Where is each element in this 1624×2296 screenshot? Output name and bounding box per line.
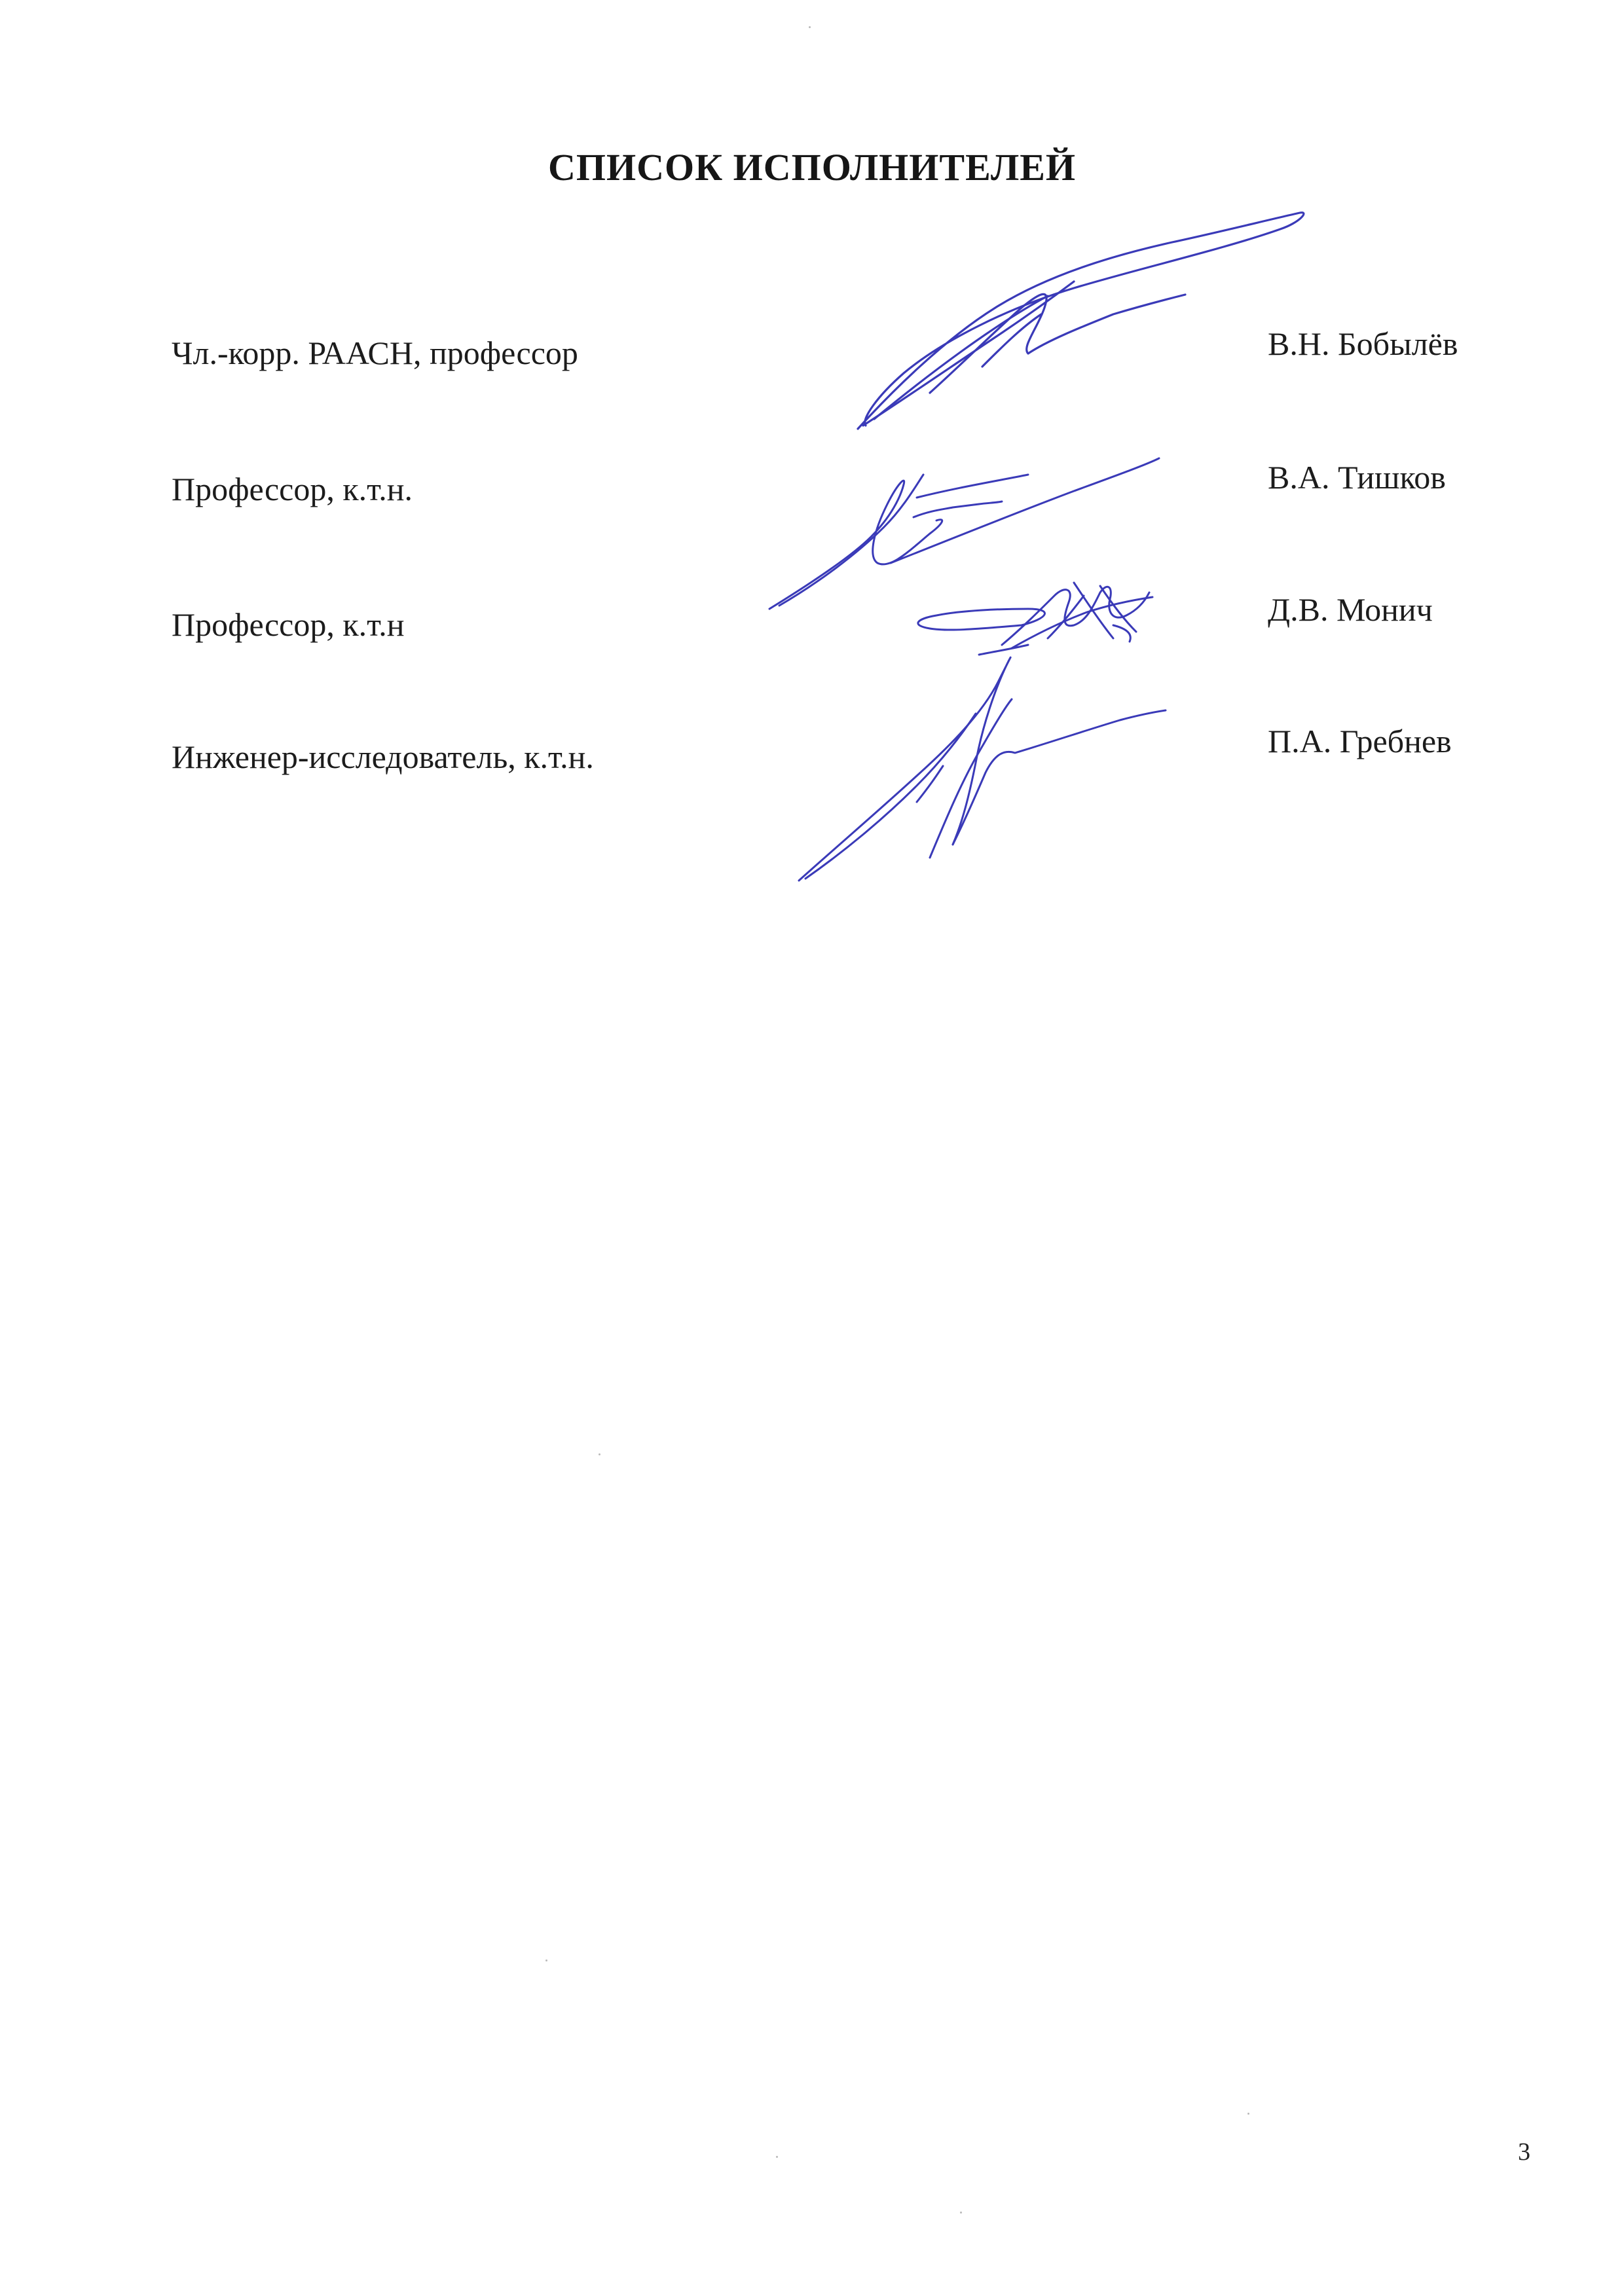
- executor-role-4: Инженер-исследователь, к.т.н.: [172, 738, 594, 775]
- executor-name-4: П.А. Гребнев: [1268, 723, 1452, 759]
- signature-3: [918, 583, 1153, 655]
- scan-speck: [960, 2212, 962, 2214]
- scan-speck: [809, 26, 811, 28]
- executor-name-2: В.А. Тишков: [1268, 459, 1446, 496]
- signature-2: [769, 458, 1159, 609]
- document-title: СПИСОК ИСПОЛНИТЕЛЕЙ: [547, 146, 1077, 189]
- executor-role-1: Чл.-корр. РААСН, профессор: [172, 335, 578, 371]
- executor-name-3: Д.В. Монич: [1268, 591, 1433, 628]
- signature-1: [858, 213, 1304, 429]
- executor-role-2: Профессор, к.т.н.: [172, 471, 413, 507]
- executor-name-1: В.Н. Бобылёв: [1268, 325, 1458, 362]
- scan-speck: [599, 1453, 600, 1455]
- scan-speck: [776, 2156, 778, 2158]
- page-number: 3: [1518, 2138, 1530, 2166]
- executor-role-3: Профессор, к.т.н: [172, 606, 405, 643]
- scan-speck: [545, 1959, 547, 1961]
- signature-4: [799, 657, 1166, 881]
- scan-speck: [1247, 2113, 1249, 2115]
